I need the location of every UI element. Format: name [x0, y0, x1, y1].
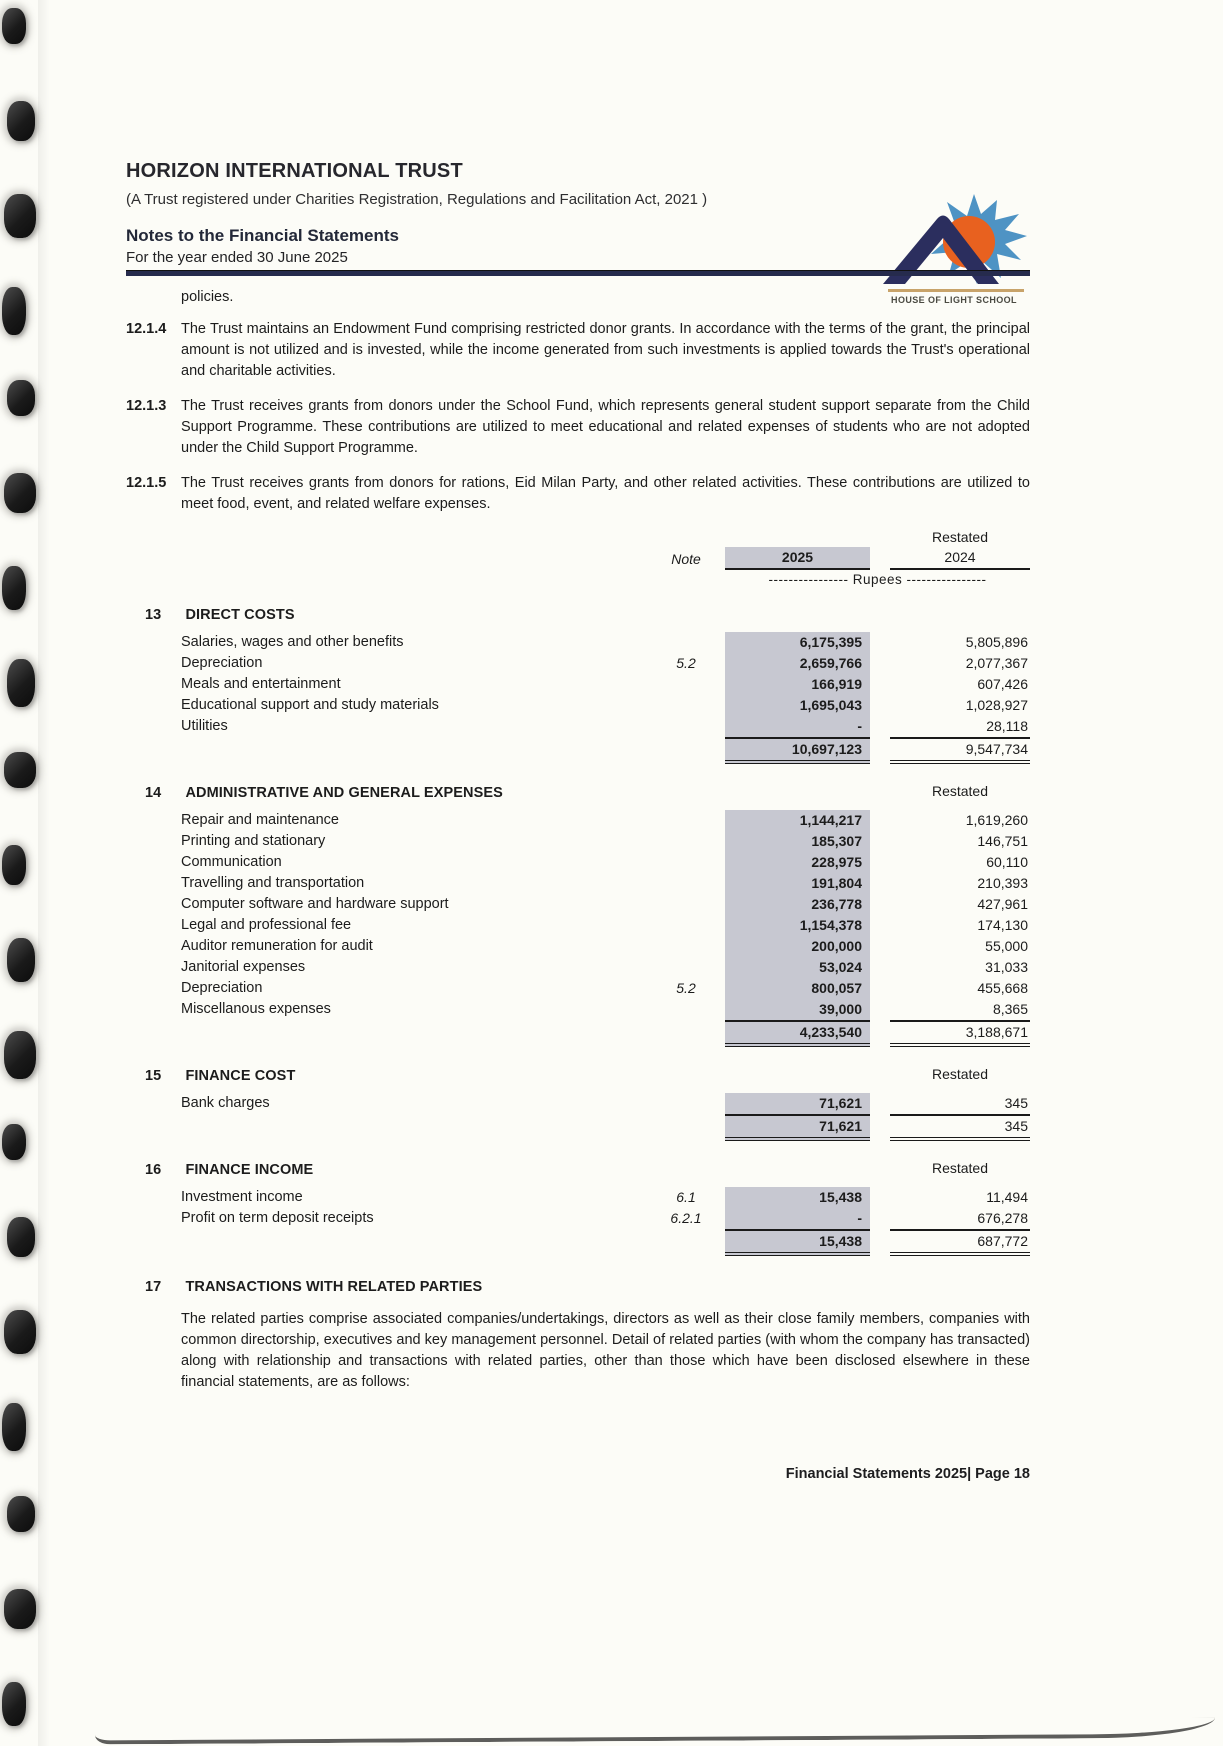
row-value-2025: 1,695,043 [725, 695, 870, 716]
table-row [126, 716, 1030, 737]
section-title: FINANCE INCOME [185, 1162, 314, 1178]
section-number: 15 [145, 1068, 162, 1084]
row-label: Communication [181, 854, 282, 870]
row-label: Utilities [181, 718, 228, 734]
page-bottom-curl [95, 1718, 1215, 1745]
section-heading-row [126, 1158, 1030, 1179]
row-value-2024: 455,668 [977, 980, 1028, 996]
row-value-2024: 427,961 [977, 896, 1028, 912]
binding-hole [4, 1310, 36, 1354]
section-heading-row [126, 606, 1030, 624]
binding-hole [7, 938, 35, 982]
table-total-row [126, 1229, 1030, 1256]
continuation-text: policies. [181, 289, 234, 305]
row-note-ref: 6.2.1 [670, 1210, 702, 1226]
row-value-2025: 39,000 [725, 999, 870, 1020]
financial-section [126, 606, 1030, 764]
paragraph-text: The Trust receives grants from donors for rations, Eid Milan Party, and other related activities. These contributions are utilized to meet food, event, and related welfare expenses. [181, 475, 1030, 512]
section-number: 14 [145, 785, 162, 801]
row-value-2024: 8,365 [992, 1001, 1028, 1017]
row-label: Repair and maintenance [181, 812, 339, 828]
note-column-header: Note [671, 551, 701, 567]
section-title: DIRECT COSTS [185, 607, 295, 623]
row-value-2024: 11,494 [986, 1189, 1028, 1205]
note-paragraph [126, 396, 1030, 459]
period-line: For the year ended 30 June 2025 [126, 249, 348, 266]
table-row [126, 1187, 1030, 1208]
restated-header: Restated [931, 529, 989, 545]
row-value-2025: 15,438 [725, 1187, 870, 1208]
rupees-unit-line: ---------------- Rupees ---------------- [768, 572, 987, 587]
paragraph-ref: 12.1.5 [126, 475, 167, 491]
row-value-2025: 2,659,766 [725, 653, 870, 674]
binding-hole [2, 566, 26, 610]
table-row [126, 894, 1030, 915]
row-value-2025: 15,438 [725, 1229, 870, 1256]
binding-hole [2, 845, 26, 885]
row-value-2025: 236,778 [725, 894, 870, 915]
table-row [126, 936, 1030, 957]
table-total-row [126, 737, 1030, 764]
section-restated-label: Restated [931, 1160, 989, 1176]
binding-hole [4, 752, 36, 788]
row-label: Profit on term deposit receipts [181, 1210, 374, 1226]
section-heading-row [126, 1064, 1030, 1085]
section-title: ADMINISTRATIVE AND GENERAL EXPENSES [185, 785, 503, 801]
paragraph-ref: 12.1.3 [126, 398, 167, 414]
row-value-2024: 31,033 [985, 959, 1028, 975]
note-paragraph [126, 319, 1030, 382]
row-value-2025: 166,919 [725, 674, 870, 695]
row-label: Legal and professional fee [181, 917, 352, 933]
section-related-parties [126, 1278, 1030, 1393]
row-label: Computer software and hardware support [181, 896, 449, 912]
binding-hole [2, 8, 26, 44]
row-label: Investment income [181, 1189, 303, 1205]
row-value-2025: 1,144,217 [725, 810, 870, 831]
binding-hole [7, 1217, 35, 1257]
row-label: Depreciation [181, 980, 263, 996]
section-heading-row [126, 781, 1030, 802]
table-row [126, 915, 1030, 936]
section-number: 17 [145, 1279, 162, 1295]
notes-title: Notes to the Financial Statements [126, 226, 399, 245]
section-number: 16 [145, 1162, 162, 1178]
section-rows [126, 810, 1030, 1047]
binding-hole [2, 1403, 26, 1451]
binding-hole [7, 101, 35, 141]
row-value-2024: 607,426 [977, 676, 1028, 692]
row-label: Depreciation [181, 655, 263, 671]
table-row [126, 1093, 1030, 1114]
binding-hole [2, 287, 26, 335]
row-value-2025: 1,154,378 [725, 915, 870, 936]
table-row [126, 831, 1030, 852]
table-total-row [126, 1114, 1030, 1141]
row-value-2025: 191,804 [725, 873, 870, 894]
row-value-2025: 71,621 [725, 1114, 870, 1141]
binding-hole [4, 1589, 36, 1629]
row-value-2025: - [725, 1208, 870, 1229]
year-2024-header: 2024 [890, 547, 1030, 570]
binding-hole [7, 659, 35, 707]
trust-title: HORIZON INTERNATIONAL TRUST [126, 160, 463, 182]
section-rows [126, 1093, 1030, 1141]
row-note-ref: 5.2 [676, 655, 696, 671]
row-label: Auditor remuneration for audit [181, 938, 373, 954]
row-label: Bank charges [181, 1095, 270, 1111]
note-paragraph [126, 473, 1030, 515]
paragraph-text: The Trust receives grants from donors under the School Fund, which represents general student support separate from the Child Support Programme. These contributions are utilized to meet educational and related expenses of students who are not adopted under the Child Support Programme. [181, 398, 1030, 456]
row-value-2025: - [725, 716, 870, 737]
table-row [126, 695, 1030, 716]
table-row [126, 653, 1030, 674]
table-row [126, 978, 1030, 999]
unit-row [126, 570, 1030, 589]
section-heading [126, 1278, 1030, 1296]
restated-header-row [126, 527, 1030, 547]
row-value-2024: 55,000 [985, 938, 1028, 954]
table-row [126, 1208, 1030, 1229]
table-row [126, 852, 1030, 873]
binding-hole [7, 1496, 35, 1532]
header-rule [126, 270, 1030, 276]
row-value-2024: 174,130 [977, 917, 1028, 933]
row-value-2025: 800,057 [725, 978, 870, 999]
row-value-2025: 71,621 [725, 1093, 870, 1114]
financial-sections [126, 606, 1030, 1256]
binding-hole [4, 194, 36, 238]
table-header [126, 527, 1030, 589]
row-value-2024: 60,110 [986, 854, 1028, 870]
section-rows [126, 632, 1030, 764]
row-note-ref: 6.1 [676, 1189, 696, 1205]
paragraph-text: The Trust maintains an Endowment Fund comprising restricted donor grants. In accordance with the terms of the grant, the principal amount is not utilized and is invested, while the income generated from such investments is applied towards the Trust's operational and charitable activities. [181, 321, 1030, 379]
row-value-2025: 185,307 [725, 831, 870, 852]
row-label: Salaries, wages and other benefits [181, 634, 404, 650]
paragraph-ref: 12.1.4 [126, 321, 167, 337]
row-value-2024: 146,751 [977, 833, 1028, 849]
financial-section [126, 1158, 1030, 1256]
year-2025-header: 2025 [725, 547, 870, 570]
row-label: Printing and stationary [181, 833, 326, 849]
row-value-2024: 676,278 [977, 1210, 1028, 1226]
table-row [126, 957, 1030, 978]
table-row [126, 810, 1030, 831]
row-label: Meals and entertainment [181, 676, 341, 692]
row-value-2024: 345 [890, 1114, 1030, 1141]
section-number: 13 [145, 607, 162, 623]
row-label: Educational support and study materials [181, 697, 439, 713]
section-rows [126, 1187, 1030, 1256]
page-footer: Financial Statements 2025| Page 18 [785, 1466, 1030, 1482]
related-parties-text: The related parties comprise associated companies/undertakings, directors as well as their close family members, companies with common directorship, executives and key management personnel. Detail of related parties (with whom the company has transacted) along with relationship and transactions with related parties, other than those which have been disclosed elsewhere in these financial statements, are as follows: [181, 1311, 1030, 1390]
row-note-ref: 5.2 [676, 980, 696, 996]
row-value-2025: 228,975 [725, 852, 870, 873]
row-value-2025: 200,000 [725, 936, 870, 957]
row-value-2024: 28,118 [986, 718, 1028, 734]
row-value-2024: 5,805,896 [965, 634, 1028, 650]
row-label: Miscellanous expenses [181, 1001, 331, 1017]
row-value-2024: 345 [1004, 1095, 1028, 1111]
table-row [126, 999, 1030, 1020]
binding-hole [4, 473, 36, 513]
row-value-2024: 210,393 [977, 875, 1028, 891]
registration-subtitle: (A Trust registered under Charities Registration, Regulations and Facilitation Act, 2021 ) [126, 191, 708, 208]
row-value-2024: 687,772 [890, 1229, 1030, 1256]
year-header-row [126, 547, 1030, 570]
table-row [126, 873, 1030, 894]
binding-hole [7, 380, 35, 416]
section-restated-label: Restated [931, 1066, 989, 1082]
table-row [126, 674, 1030, 695]
section-restated-label: Restated [931, 783, 989, 799]
row-value-2025: 53,024 [725, 957, 870, 978]
table-total-row [126, 1020, 1030, 1047]
paper-edge-shadow [38, 0, 50, 1746]
row-value-2025: 10,697,123 [725, 737, 870, 764]
row-value-2024: 1,028,927 [965, 697, 1028, 713]
row-value-2024: 2,077,367 [965, 655, 1028, 671]
financial-section [126, 781, 1030, 1047]
row-value-2025: 6,175,395 [725, 632, 870, 653]
page-content [126, 160, 1030, 1393]
row-label: Janitorial expenses [181, 959, 306, 975]
intro-paragraphs [126, 319, 1030, 515]
row-value-2024: 9,547,734 [890, 737, 1030, 764]
row-value-2024: 1,619,260 [965, 812, 1028, 828]
row-value-2025: 4,233,540 [725, 1020, 870, 1047]
section-title: TRANSACTIONS WITH RELATED PARTIES [185, 1279, 483, 1295]
row-label: Travelling and transportation [181, 875, 365, 891]
section-title: FINANCE COST [185, 1068, 296, 1084]
row-value-2024: 3,188,671 [890, 1020, 1030, 1047]
binding-hole [2, 1682, 26, 1726]
table-row [126, 632, 1030, 653]
binding-hole [4, 1031, 36, 1079]
school-name: HOUSE OF LIGHT SCHOOL [891, 295, 1017, 305]
binding-hole [2, 1124, 26, 1160]
financial-section [126, 1064, 1030, 1141]
